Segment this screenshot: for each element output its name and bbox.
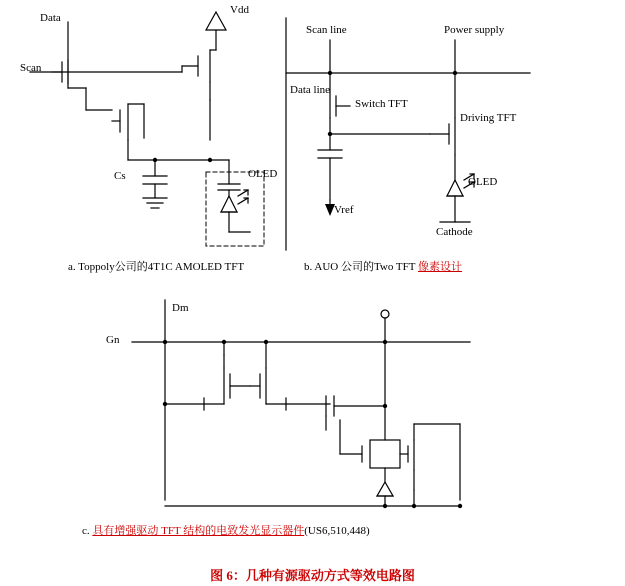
- panel-a-label-vdd: Vdd: [230, 4, 249, 16]
- figure-title: 图 6：几种有源驱动方式等效电路图: [210, 568, 415, 583]
- panel-a-caption-text: a. Toppoly公司的4T1C AMOLED TFT: [68, 261, 245, 273]
- panel-c-caption-prefix: c.: [82, 525, 93, 537]
- panel-c-caption: [82, 522, 370, 538]
- panel-b-label-power-supply: Power supply: [444, 24, 505, 36]
- panel-c-label-gn: Gn: [106, 334, 120, 346]
- panel-a-caption: [68, 258, 244, 274]
- panel-b-caption: [304, 258, 462, 274]
- panel-a-label-data: Data: [40, 12, 61, 24]
- panel-b-label-driving-tft: Driving TFT: [460, 112, 517, 124]
- panel-b-label-vref: Vref: [334, 204, 354, 216]
- panel-b-label-cathode: Cathode: [436, 226, 473, 238]
- panel-c-caption-highlight: 具有增强驱动 TFT 结构的电致发光显示器件: [92, 525, 305, 537]
- panel-a-label-cs: Cs: [114, 170, 126, 182]
- panel-b-caption-prefix: b. AUO 公司的Two TFT: [304, 261, 419, 273]
- panel-a-label-scan: Scan: [20, 62, 42, 74]
- panel-b-label-oled: OLED: [468, 176, 498, 188]
- panel-b-label-data-line: Data line: [290, 84, 331, 96]
- panel-b-caption-highlight: 像素设计: [418, 261, 463, 273]
- panel-a-label-oled: OLED: [248, 168, 278, 180]
- panel-b-label-scan-line: Scan line: [306, 24, 347, 36]
- panel-c-label-dm: Dm: [172, 302, 189, 314]
- panel-b-label-switch-tft: Switch TFT: [355, 98, 408, 110]
- panel-c-caption-suffix: (US6,510,448): [304, 525, 370, 537]
